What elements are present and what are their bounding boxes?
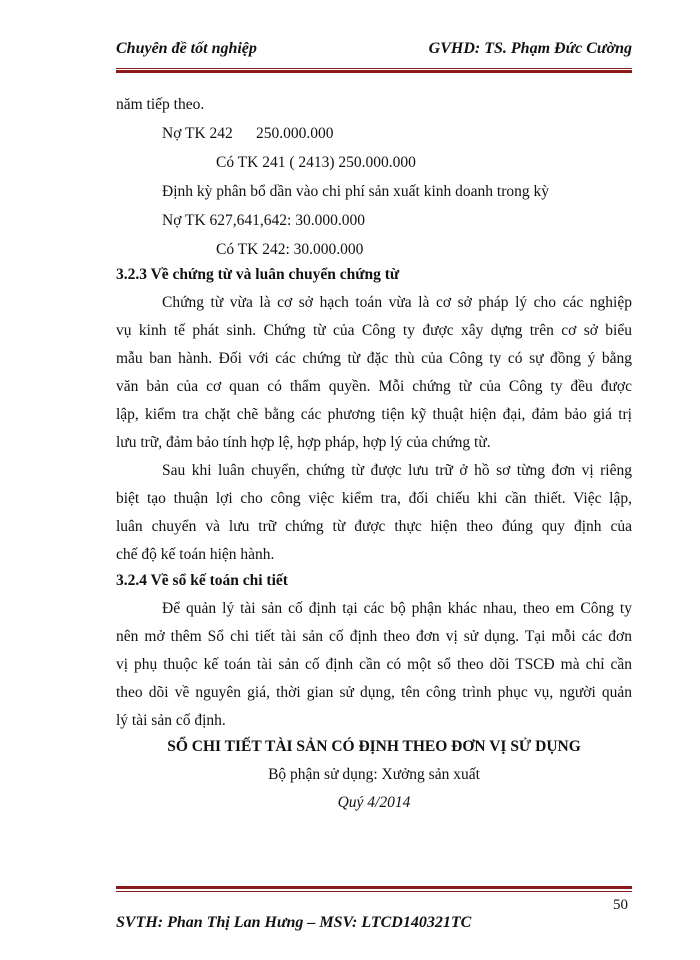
text-line: Định kỳ phân bổ dần vào chi phí sản xuất kinh doanh trong kỳ [162,183,550,200]
header-topic: Chuyên đề tốt nghiệp [116,40,257,57]
paragraph-line: chế độ kế toán hiện hành. [116,546,275,563]
footer-rule-thin [116,891,632,892]
paragraph-line: lý tài sản cố định. [116,712,226,729]
journal-debit-2: Nợ TK 627,641,642: 30.000.000 [162,212,365,229]
section-heading-3-2-3: 3.2.3 Về chứng từ và luân chuyển chứng từ [116,266,400,283]
paragraph-line: biệt tạo thuận lợi cho công việc kiểm tra, đối chiếu khi cần thiết. Việc lập, [116,490,632,507]
paragraph-line: theo dõi về nguyên giá, thời gian sử dụng, tên công trình phục vụ, người quản [116,684,632,701]
paragraph-line: lưu trữ, đảm bảo tính hợp lệ, hợp pháp, hợp lý của chứng từ. [116,434,491,451]
paragraph-line: nên mở thêm Sổ chi tiết tài sản cố định theo đơn vị sử dụng. Tại mỗi các đơn [116,628,632,645]
paragraph-line: vụ kinh tế phát sinh. Chứng từ của Công ty được xây dựng trên cơ sở biểu [116,322,632,339]
header-rule-thin [116,68,632,69]
section-heading-3-2-4: 3.2.4 Về sổ kế toán chi tiết [116,572,288,589]
paragraph-line: Sau khi luân chuyển, chứng từ được lưu trữ ở hồ sơ từng đơn vị riêng [162,462,632,479]
page-header [116,40,632,66]
paragraph-line: luân chuyển và lưu trữ chứng từ được thực hiện theo đúng quy định của [116,518,632,535]
journal-credit-2: Có TK 242: 30.000.000 [216,241,364,258]
page-footer: SVTH: Phan Thị Lan Hưng – MSV: LTCD140321TC [116,914,472,931]
header-rule-thick [116,70,632,73]
footer-rule-thick [116,886,632,889]
paragraph-line: vị phụ thuộc kế toán tài sản cố định cần có một sổ theo dõi TSCĐ mà chỉ cần [116,656,632,673]
page-number: 50 [613,897,628,913]
paragraph-line: Để quản lý tài sản cố định tại các bộ phận khác nhau, theo em Công ty [162,600,632,617]
journal-debit-1: Nợ TK 242 250.000.000 [162,125,334,142]
paragraph-line: Chứng từ vừa là cơ sở hạch toán vừa là cơ sở pháp lý cho các nghiệp [162,294,632,311]
journal-credit-1: Có TK 241 ( 2413) 250.000.000 [216,154,416,171]
ledger-period: Quý 4/2014 [337,794,411,811]
paragraph-line: lập, kiểm tra chặt chẽ bằng các phương tiện kỹ thuật hiện đại, đảm bảo giá trị [116,406,632,423]
paragraph-line: mẫu ban hành. Đối với các chứng từ đặc thù của Công ty có sự đồng ý bằng [116,350,632,367]
text-line: năm tiếp theo. [116,96,205,113]
paragraph-line: văn bản của cơ quan có thẩm quyền. Mỗi chứng từ của Công ty đều được [116,378,632,395]
ledger-subtitle: Bộ phận sử dụng: Xưởng sản xuất [268,766,480,783]
header-supervisor: GVHD: TS. Phạm Đức Cường [428,40,632,57]
ledger-title: SỔ CHI TIẾT TÀI SẢN CÓ ĐỊNH THEO ĐƠN VỊ SỬ DỤNG [167,738,581,755]
